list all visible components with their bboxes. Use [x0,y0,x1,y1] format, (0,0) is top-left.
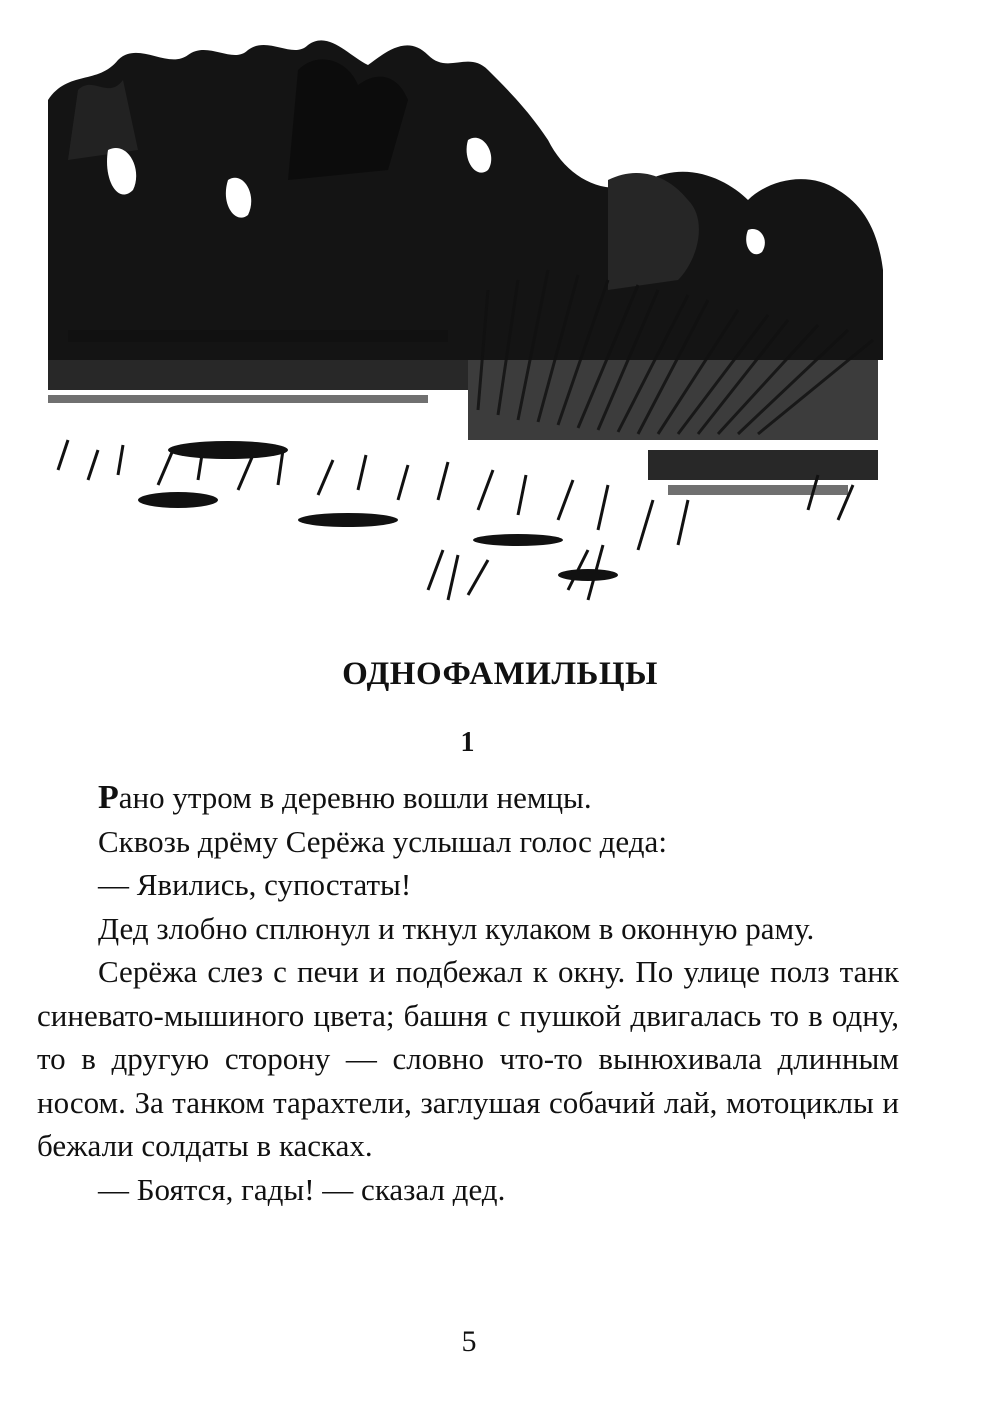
chapter-title: ОДНОФАМИЛЬЦЫ [342,656,658,692]
section-number: 1 [460,727,475,758]
page-number: 5 [461,1325,477,1358]
story-text [37,776,899,1211]
drop-cap-letter: Р [98,779,119,816]
paragraph: — Боятся, гады! — сказал дед. [98,1171,506,1207]
paragraph: Дед злобно сплюнул и ткнул кулаком в оконную раму. [98,910,815,946]
paragraph: — Явились, супостаты! [98,867,412,902]
paragraph: Серёжа слез с печи и подбежал к окну. По улице полз танк синевато-мышиного цвета; башня с пушкой двигалась то в одну, то в другую сторону — словно что-то вынюхивала длинным носом. За танком тарахтели, заглушая собачий лай, мотоциклы и бежали солдаты в касках. [37,954,899,1163]
paragraph [37,776,899,820]
pond-trees-drawing [48,30,886,620]
paragraph-text: ано утром в деревню вошли немцы. [118,780,592,815]
paragraph: Сквозь дрёму Серёжа услышал голос деда: [98,823,667,859]
landscape-illustration [48,30,886,620]
